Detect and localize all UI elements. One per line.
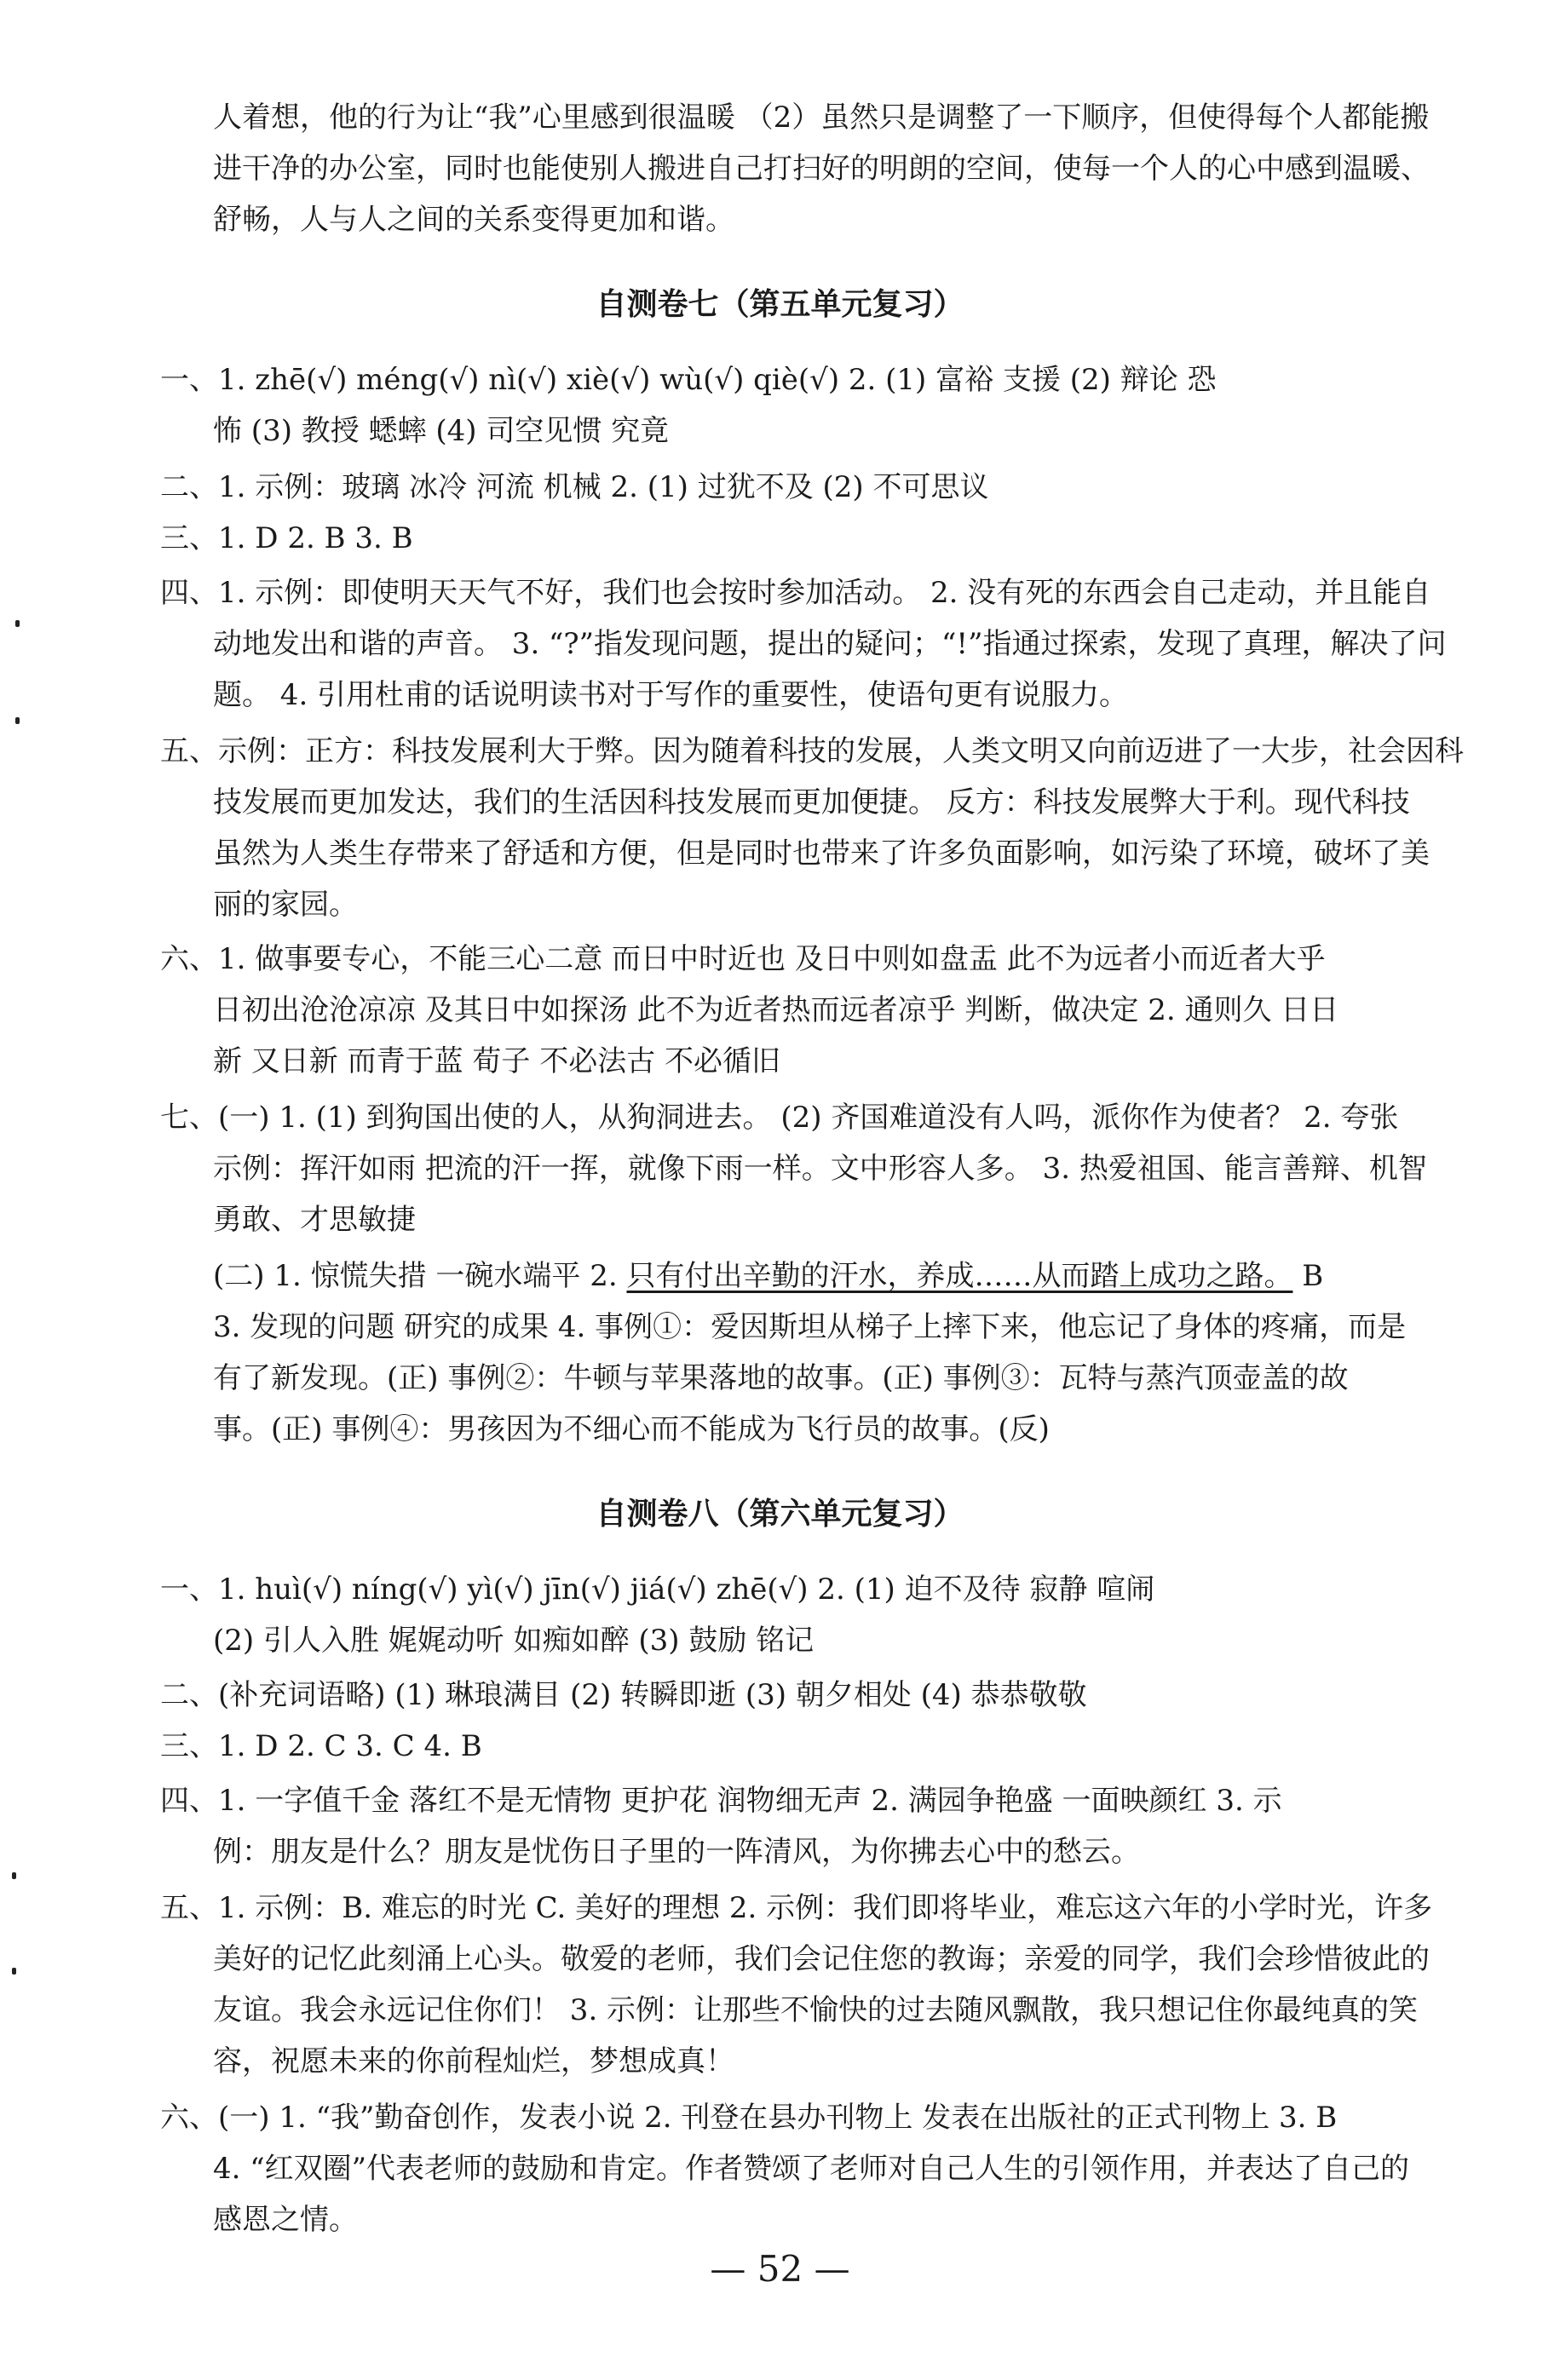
scan-speck [12,1968,16,1975]
s7-q6-line-1: 六、1. 做事要专心，不能三心二意 而日中时近也 及日中则如盘盂 此不为远者小而近者大乎 [160,942,1326,976]
s7-q7-line-4 [213,1259,1323,1293]
intro-line-1: 人着想，他的行为让“我”心里感到很温暖 （2）虽然只是调整了一下顺序，但使得每个人都能搬 [213,101,1430,135]
s7-q7-line-7: 事。(正) 事例④：男孩因为不细心而不能成为飞行员的故事。(反) [213,1412,1050,1446]
s7-q7-underlined-answer: 只有付出辛勤的汗水，养成……从而踏上成功之路。 [626,1259,1293,1293]
intro-line-2: 进干净的办公室，同时也能使别人搬进自己打扫好的明朗的空间，使每一个人的心中感到温暖、 [213,152,1430,186]
s8-q1-line-1: 一、1. huì(√) níng(√) yì(√) jīn(√) jiá(√) zhē(√) 2. (1) 迫不及待 寂静 喧闹 [160,1572,1155,1607]
section-title-7: 自测卷七（第五单元复习） [596,287,964,322]
s8-q6-line-1: 六、(一) 1. “我”勤奋创作，发表小说 2. 刊登在县办刊物上 发表在出版社的正式刊物上 3. B [160,2101,1338,2135]
scan-speck [15,717,20,724]
s7-q5-line-4: 丽的家园。 [213,888,358,922]
page-number: — 52 — [710,2248,850,2290]
s8-q1-line-2: (2) 引人入胜 娓娓动听 如痴如醉 (3) 鼓励 铭记 [213,1624,815,1658]
s7-q5-line-1: 五、示例：正方：科技发展利大于弊。因为随着科技的发展，人类文明又向前迈进了一大步，社会因科 [160,734,1464,768]
s7-q1-line-1: 一、1. zhē(√) méng(√) nì(√) xiè(√) wù(√) qiè(√) 2. (1) 富裕 支援 (2) 辩论 恐 [160,363,1217,397]
s7-q1-line-2: 怖 (3) 教授 蟋蟀 (4) 司空见惯 究竟 [213,414,670,448]
s7-q7-line-5: 3. 发现的问题 研究的成果 4. 事例①：爱因斯坦从梯子上摔下来，他忘记了身体的疼痛，而是 [213,1310,1407,1344]
section-title-8: 自测卷八（第六单元复习） [596,1497,964,1532]
s8-q6-line-2: 4. “红双圈”代表老师的鼓励和肯定。作者赞颂了老师对自己人生的引领作用，并表达了自己的 [213,2152,1410,2186]
s8-q6-line-3: 感恩之情。 [213,2203,358,2237]
s8-q5-line-4: 容，祝愿未来的你前程灿烂，梦想成真！ [213,2044,734,2078]
s7-q3: 三、1. D 2. B 3. B [160,521,413,555]
scan-speck [12,1872,16,1879]
s8-q5-line-3: 友谊。我会永远记住你们！ 3. 示例：让那些不愉快的过去随风飘散，我只想记住你最纯真的笑 [213,1993,1419,2027]
s8-q5-line-1: 五、1. 示例：B. 难忘的时光 C. 美好的理想 2. 示例：我们即将毕业，难忘这六年的小学时光，许多 [160,1891,1433,1925]
s7-q6-line-2: 日初出沧沧凉凉 及其日中如探汤 此不为近者热而远者凉乎 判断，做决定 2. 通则久 日日 [213,993,1339,1027]
s7-q2: 二、1. 示例：玻璃 冰冷 河流 机械 2. (1) 过犹不及 (2) 不可思议 [160,470,989,504]
s7-q7-line-1: 七、(一) 1. (1) 到狗国出使的人，从狗洞进去。 (2) 齐国难道没有人吗，派你作为使者？ 2. 夸张 [160,1101,1399,1135]
s7-q4-line-2: 动地发出和谐的声音。 3. “?”指发现问题，提出的疑问；“!”指通过探索，发现了真理，解决了问 [213,627,1447,661]
s7-q4-line-3: 题。 4. 引用杜甫的话说明读书对于写作的重要性，使语句更有说服力。 [213,678,1129,712]
s7-q7-line-4-start: (二) 1. 惊慌失措 一碗水端平 2. [213,1259,627,1293]
s7-q7-line-6: 有了新发现。(正) 事例②：牛顿与苹果落地的故事。(正) 事例③：瓦特与蒸汽顶壶盖的故 [213,1361,1349,1395]
s8-q3: 三、1. D 2. C 3. C 4. B [160,1729,482,1763]
s8-q4-line-1: 四、1. 一字值千金 落红不是无情物 更护花 润物细无声 2. 满园争艳盛 一面映颜红 3. 示 [160,1784,1282,1818]
intro-line-3: 舒畅，人与人之间的关系变得更加和谐。 [213,203,734,237]
s7-q6-line-3: 新 又日新 而青于蓝 荀子 不必法古 不必循旧 [213,1044,781,1078]
s7-q5-line-3: 虽然为人类生存带来了舒适和方便，但是同时也带来了许多负面影响，如污染了环境，破坏了美 [213,836,1430,871]
s7-q7-line-2: 示例：挥汗如雨 把流的汗一挥，就像下雨一样。文中形容人多。 3. 热爱祖国、能言善辩、机智 [213,1152,1427,1186]
s8-q2: 二、(补充词语略) (1) 琳琅满目 (2) 转瞬即逝 (3) 朝夕相处 (4) 恭恭敬敬 [160,1678,1087,1712]
s7-q5-line-2: 技发展而更加发达，我们的生活因科技发展而更加便捷。 反方：科技发展弊大于利。现代科技 [213,785,1410,819]
s7-q4-line-1: 四、1. 示例：即使明天天气不好，我们也会按时参加活动。 2. 没有死的东西会自己走动，并且能自 [160,576,1431,610]
s7-q7-line-4-end: B [1292,1259,1324,1293]
s8-q5-line-2: 美好的记忆此刻涌上心头。敬爱的老师，我们会记住您的教诲；亲爱的同学，我们会珍惜彼此的 [213,1942,1430,1976]
scan-speck [15,620,20,627]
s8-q4-line-2: 例：朋友是什么？朋友是忧伤日子里的一阵清风，为你拂去心中的愁云。 [213,1835,1140,1869]
s7-q7-line-3: 勇敢、才思敏捷 [213,1203,416,1237]
